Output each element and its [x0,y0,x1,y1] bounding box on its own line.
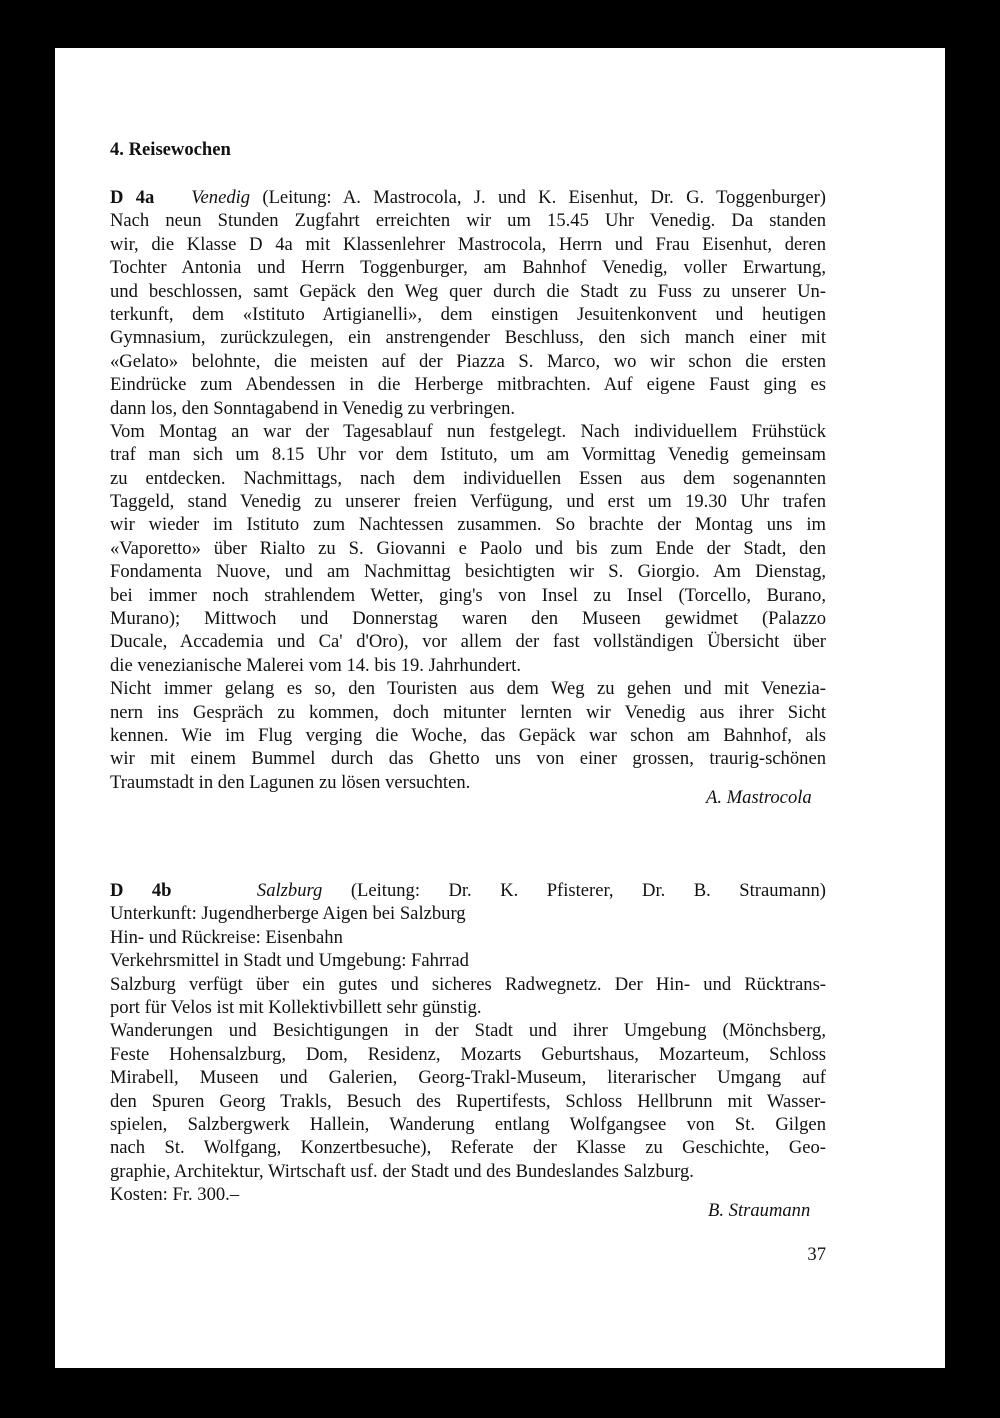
text-line: «Gelato» belohnte, die meisten auf der Piazza S. Marco, wo wir schon die ersten [110,350,826,372]
text-line: die venezianische Malerei vom 14. bis 19. Jahrhundert. [110,654,522,676]
entry-leitung: (Leitung: Dr. K. Pfisterer, Dr. B. Straumann) [350,880,826,901]
text-line: terkunft, dem «Istituto Artigianelli», dem einstigen Jesuitenkonvent und heutigen [110,303,826,325]
entry-title [110,879,826,902]
section-d4b [110,879,826,1206]
text-line: Kosten: Fr. 300.– [110,1184,240,1206]
text-line: graphie, Architektur, Wirtschaft usf. der Stadt und des Bundeslandes Salzburg. [110,1160,694,1182]
text-line: Fondamenta Nuove, und am Nachmittag besichtigten wir S. Giorgio. Am Dienstag, [110,561,826,583]
text-line: Wanderungen und Besichtigungen in der Stadt und ihrer Umgebung (Mönchsberg, [110,1020,826,1042]
text-line: spielen, Salzbergwerk Hallein, Wanderung entlang Wolfgangsee von St. Gilgen [110,1113,826,1135]
text-line: Gymnasium, zurückzulegen, ein anstrengender Beschluss, den sich manch einer mit [110,327,826,349]
text-line: Unterkunft: Jugendherberge Aigen bei Salzburg [110,903,466,925]
section-heading: 4. Reisewochen [110,139,231,160]
text-line: Mirabell, Museen und Galerien, Georg-Trakl-Museum, literarischer Umgang auf [110,1067,826,1089]
page-number: 37 [807,1244,826,1265]
entry-place: Salzburg [256,880,323,901]
text-line: «Vaporetto» über Rialto zu S. Giovanni e Paolo und bis zum Ende der Stadt, den [110,537,826,559]
text-line: Eindrücke zum Abendessen in die Herberge mitbrachten. Auf eigene Faust ging es [110,374,826,396]
text-line: Ducale, Accademia und Ca' d'Oro), vor allem der fast vollständigen Übersicht über [110,631,826,653]
text-line: kennen. Wie im Flug verging die Woche, das Gepäck war schon am Bahnhof, als [110,724,826,746]
text-line: Verkehrsmittel in Stadt und Umgebung: Fahrrad [110,950,469,972]
text-line: Nach neun Stunden Zugfahrt erreichten wir um 15.45 Uhr Venedig. Da standen [110,210,826,232]
author-signature: A. Mastrocola [706,787,812,808]
text-line: wir, die Klasse D 4a mit Klassenlehrer Mastrocola, Herrn und Frau Eisenhut, deren [110,233,826,255]
text-line: port für Velos ist mit Kollektivbillett sehr günstig. [110,996,482,1018]
text-line: zu entdecken. Nachmittags, nach dem individuellen Essen aus dem sogenannten [110,467,826,489]
text-line: nach St. Wolfgang, Konzertbesuche), Referate der Klasse zu Geschichte, Geo- [110,1137,826,1159]
text-line: nern ins Gespräch zu kommen, doch mitunter lernten wir Venedig aus ihrer Sicht [110,701,826,723]
text-line: Vom Montag an war der Tagesablauf nun festgelegt. Nach individuellem Frühstück [110,420,826,442]
text-line: Taggeld, stand Venedig zu unserer freien Verfügung, und erst um 19.30 Uhr trafen [110,491,826,513]
text-line: und beschlossen, samt Gepäck den Weg quer durch die Stadt zu Fuss zu unserer Un- [110,280,826,302]
entry-leitung: (Leitung: A. Mastrocola, J. und K. Eisenhut, Dr. G. Toggenburger) [262,187,826,208]
text-line: wir mit einem Bummel durch das Ghetto uns von einer grossen, traurig-schönen [110,748,826,770]
entry-title [110,186,826,209]
text-line: dann los, den Sonntagabend in Venedig zu verbringen. [110,397,516,419]
text-line: Salzburg verfügt über ein gutes und sicheres Radwegnetz. Der Hin- und Rücktrans- [110,973,826,995]
text-line: Murano); Mittwoch und Donnerstag waren den Museen gewidmet (Palazzo [110,608,826,630]
text-line: den Spuren Georg Trakls, Besuch des Rupertifests, Schloss Hellbrunn mit Wasser- [110,1090,826,1112]
entry-code: D 4a [110,187,155,208]
text-line: Tochter Antonia und Herrn Toggenburger, am Bahnhof Venedig, voller Erwartung, [110,257,826,279]
author-signature: B. Straumann [708,1200,811,1221]
text-line: Nicht immer gelang es so, den Touristen aus dem Weg zu gehen und mit Venezia- [110,678,826,700]
section-d4a [110,186,826,794]
text-line: traf man sich um 8.15 Uhr vor dem Istituto, um am Vormittag Venedig gemeinsam [110,444,826,466]
text-line: wir wieder im Istituto zum Nachtessen zusammen. So brachte der Montag uns im [110,514,826,536]
text-line: Hin- und Rückreise: Eisenbahn [110,926,343,948]
text-line: Traumstadt in den Lagunen zu lösen versuchten. [110,771,471,793]
text-line: bei immer noch strahlendem Wetter, ging's von Insel zu Insel (Torcello, Burano, [110,584,826,606]
entry-code: D 4b [110,880,172,901]
entry-place: Venedig [191,187,251,208]
text-line: Feste Hohensalzburg, Dom, Residenz, Mozarts Geburtshaus, Mozarteum, Schloss [110,1043,826,1065]
